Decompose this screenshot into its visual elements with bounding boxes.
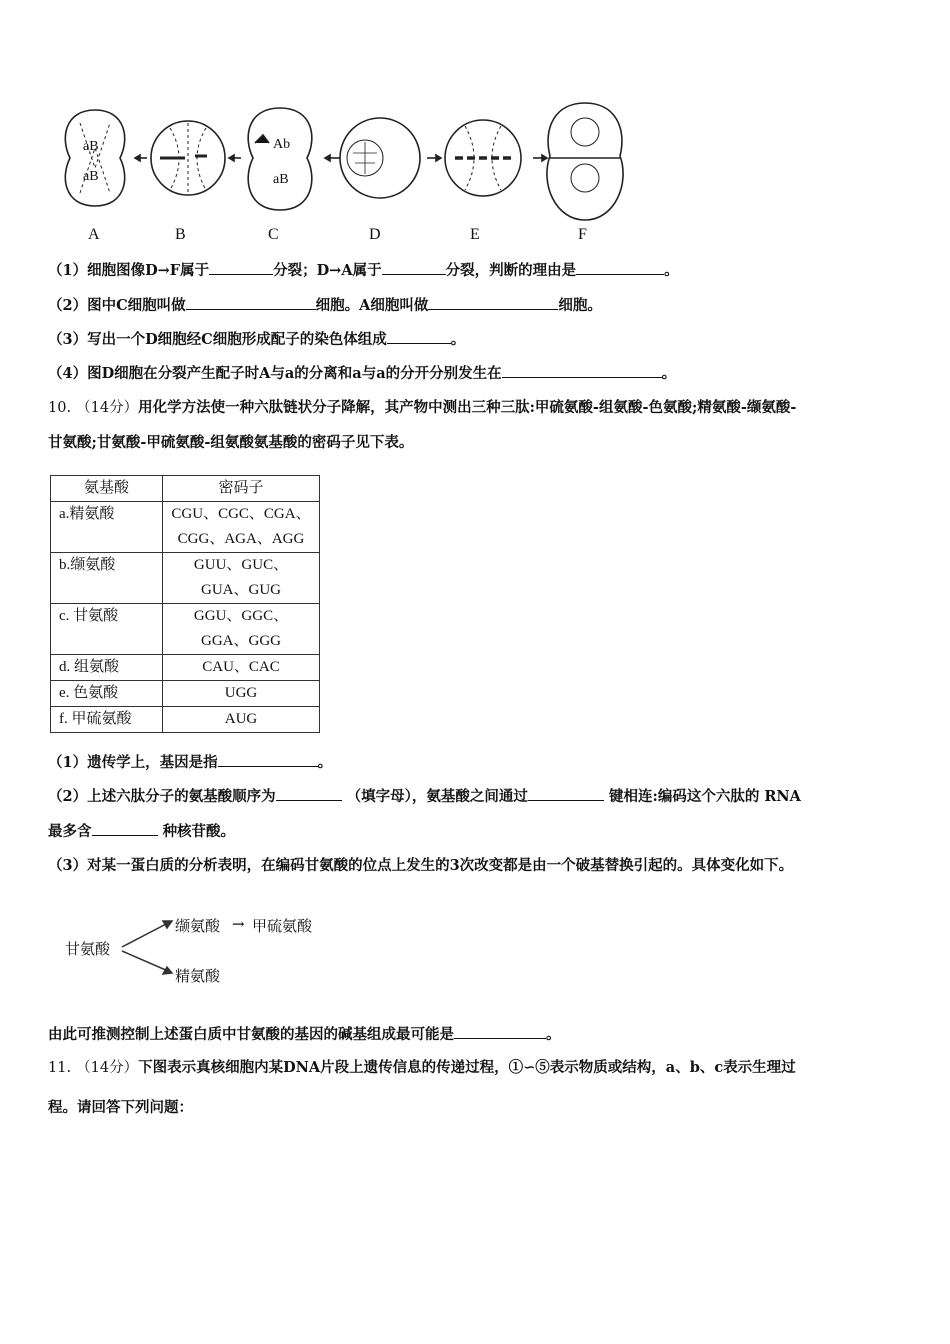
answer-blank[interactable]: [92, 821, 158, 836]
text: 。: [450, 331, 466, 348]
cell-B: [151, 121, 225, 195]
codon-cell: [163, 502, 320, 553]
text: 。: [661, 365, 677, 382]
answer-blank[interactable]: [428, 295, 558, 310]
question-number: 10.: [48, 400, 72, 416]
answer-blank[interactable]: [186, 295, 316, 310]
q9-subquestion-1: [48, 260, 679, 281]
amino-cell: c. 甘氨酸: [51, 604, 163, 655]
text: 种核苷酸。: [162, 823, 236, 840]
answer-blank[interactable]: [502, 363, 662, 378]
text: （3）写出一个D细胞经C细胞形成配子的染色体组成: [48, 331, 387, 348]
text: 。: [546, 1026, 561, 1043]
amino-cell: d. 组氨酸: [51, 655, 163, 681]
text: 下图表示真核细胞内某DNA片段上遗传信息的传递过程，①∽⑤表示物质或结构，a、b、c表示生理过: [138, 1059, 796, 1076]
allele-label: aB: [273, 172, 289, 187]
table-row: [51, 502, 320, 553]
amino-cell: b.缬氨酸: [51, 553, 163, 604]
mutation-branch-1: 缬氨酸: [175, 917, 221, 935]
cell-A: [65, 110, 124, 206]
question-score: （14分）: [76, 1060, 139, 1076]
answer-blank[interactable]: [218, 752, 318, 767]
table-row: [51, 681, 320, 707]
codon-cell: [163, 553, 320, 604]
cell-label-E: E: [470, 226, 480, 243]
codon-text: GUA、GUG: [201, 582, 281, 598]
mutation-branch-1-next: 甲硫氨酸: [252, 917, 313, 935]
question-score: （14分）: [76, 400, 139, 416]
text: 。: [664, 262, 679, 279]
q9-subquestion-4: [48, 363, 676, 384]
codon-cell: CAU、CAC: [163, 655, 320, 681]
text: （2）上述六肽分子的氨基酸顺序为: [48, 788, 276, 805]
answer-blank[interactable]: [276, 786, 342, 801]
arrow-icon: →: [232, 915, 245, 933]
codon-text: CGG、AGA、AGG: [177, 531, 305, 547]
header-codon: 密码子: [163, 476, 320, 502]
table-row: [51, 655, 320, 681]
table-row: [51, 707, 320, 733]
codon-text: GUU、GUC、: [193, 557, 289, 573]
allele-label: Ab: [273, 137, 291, 152]
q10-stem: [48, 398, 796, 418]
text: 。: [317, 754, 333, 771]
amino-cell: a.精氨酸: [51, 502, 163, 553]
cell-C: [248, 108, 312, 210]
text: （4）图D细胞在分裂产生配子时A与a的分离和a与a的分开分别发生在: [48, 365, 502, 382]
text: 由此可推测控制上述蛋白质中甘氨酸的基因的碱基组成最可能是: [48, 1026, 454, 1043]
amino-cell: f. 甲硫氨酸: [51, 707, 163, 733]
codon-cell: UGG: [163, 681, 320, 707]
cell-label-B: B: [175, 226, 186, 243]
answer-blank[interactable]: [387, 329, 451, 344]
cell-label-A: A: [88, 226, 100, 243]
text: 最多含: [48, 823, 92, 840]
answer-blank[interactable]: [576, 260, 664, 275]
codon-table: [50, 475, 320, 733]
allele-label: aB: [83, 169, 99, 184]
branch-arrows: [120, 915, 180, 975]
q10-conclusion: [48, 1024, 561, 1045]
cell-F: [547, 103, 623, 220]
answer-blank[interactable]: [528, 786, 604, 801]
q9-subquestion-3: [48, 329, 465, 350]
text: 键相连:编码这个六肽的 RNA: [608, 788, 801, 805]
cell-label-F: F: [578, 226, 587, 243]
q10-subquestion-2-cont: [48, 821, 235, 842]
answer-blank[interactable]: [454, 1024, 546, 1039]
text: （1）遗传学上，基因是指: [48, 754, 218, 771]
q10-subquestion-1: [48, 752, 332, 773]
text: 甘氨酸;甘氨酸-甲硫氨酸-组氨酸氨基酸的密码子见下表。: [48, 434, 414, 451]
q10-stem-cont: [48, 433, 413, 453]
q10-subquestion-2: [48, 786, 801, 807]
text: 用化学方法使一种六肽链状分子降解，其产物中测出三种三肽:甲硫氨酸-组氨酸-色氨酸;精氨酸-缬氨酸-: [138, 399, 797, 416]
q9-subquestion-2: [48, 295, 602, 316]
allele-label: aB: [83, 139, 99, 154]
cell-label-D: D: [369, 226, 381, 243]
cell-E: [445, 120, 521, 196]
text: （3）对某一蛋白质的分析表明，在编码甘氨酸的位点上发生的3次改变都是由一个破基替换引起的。具体变化如下。: [48, 857, 794, 874]
answer-blank[interactable]: [209, 260, 273, 275]
text: 分裂，判断的理由是: [445, 262, 577, 279]
text: （1）细胞图像D→F属于: [48, 262, 210, 279]
codon-text: CGU、CGC、CGA、: [171, 506, 311, 522]
codon-cell: AUG: [163, 707, 320, 733]
header-amino-acid: 氨基酸: [51, 476, 163, 502]
codon-text: GGA、GGG: [201, 633, 281, 649]
amino-cell: e. 色氨酸: [51, 681, 163, 707]
q11-stem-cont: [48, 1098, 193, 1118]
text: （填字母），氨基酸之间通过: [346, 788, 528, 805]
q11-stem: [48, 1058, 796, 1078]
question-number: 11.: [48, 1060, 72, 1076]
codon-cell: [163, 604, 320, 655]
cell-division-figure: [55, 98, 635, 228]
mutation-diagram: [65, 905, 345, 995]
table-row: [51, 604, 320, 655]
text: 细胞。A细胞叫做: [315, 297, 429, 314]
q10-subquestion-3: [48, 856, 793, 876]
cell-D: [340, 118, 420, 198]
text: 程。请回答下列问题：: [48, 1099, 193, 1116]
codon-text: GGU、GGC、: [193, 608, 289, 624]
text: （2）图中C细胞叫做: [48, 297, 186, 314]
table-row: [51, 553, 320, 604]
answer-blank[interactable]: [382, 260, 446, 275]
text: 细胞。: [558, 297, 602, 314]
text: 分裂；D→A属于: [273, 262, 382, 279]
cell-label-C: C: [268, 226, 279, 243]
mutation-start: 甘氨酸: [65, 940, 111, 958]
mutation-branch-2: 精氨酸: [175, 967, 221, 985]
